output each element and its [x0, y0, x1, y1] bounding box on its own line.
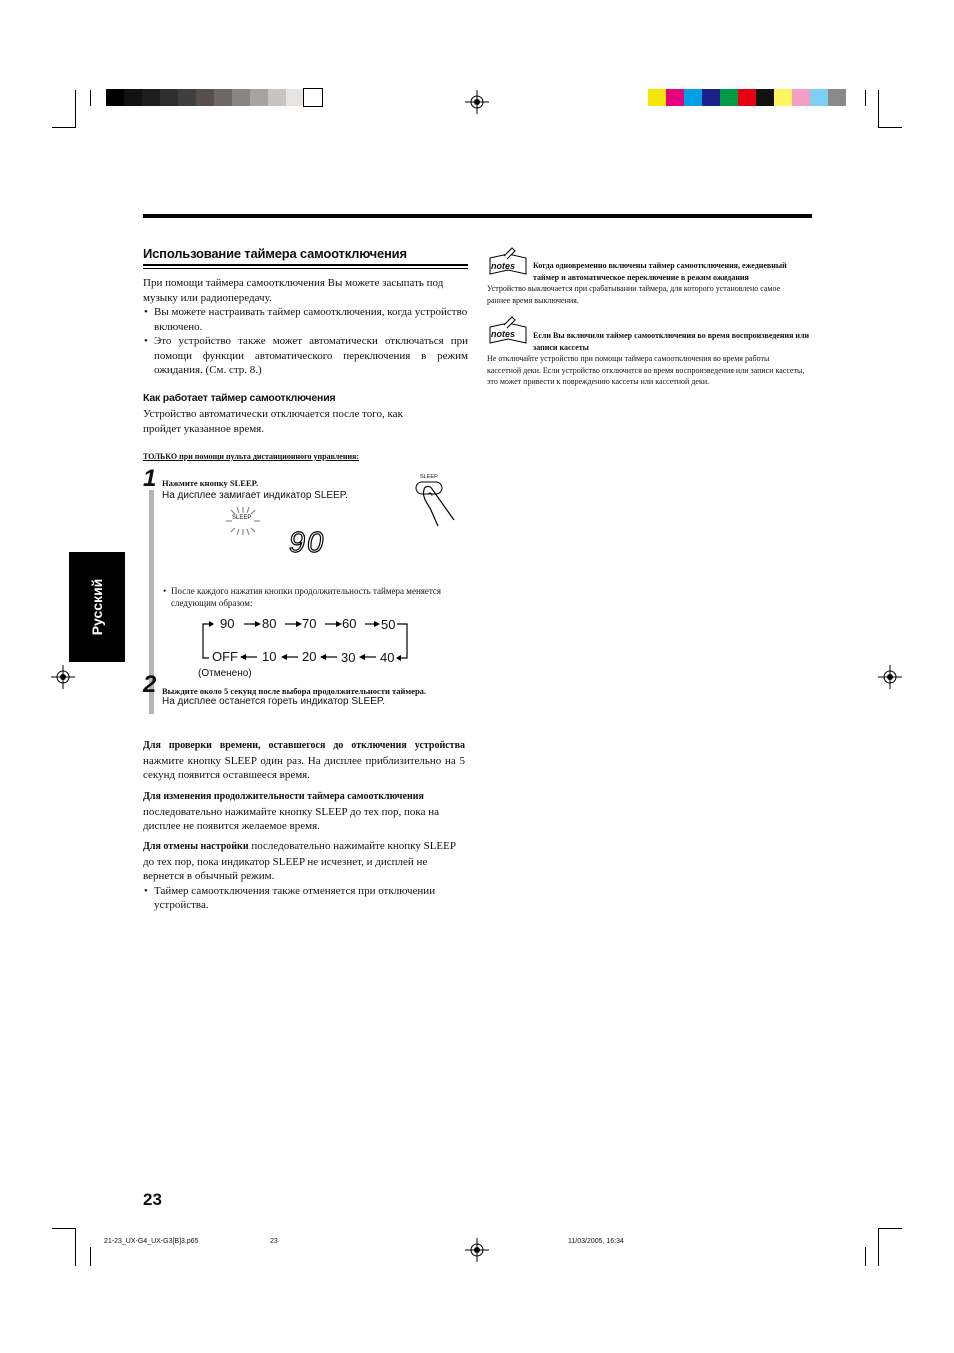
intro-bullet: • Вы можете настраивать таймер самоотключения, когда устройство включено.	[143, 305, 468, 334]
cancel-paragraph	[143, 839, 463, 913]
step-1-number: 1	[143, 465, 157, 492]
color-swatch	[810, 89, 828, 106]
color-swatch	[828, 89, 846, 106]
section-title-rule	[143, 264, 468, 266]
sequence-bottom-value: 10	[262, 649, 277, 664]
change-text: последовательно нажимайте кнопку SLEEP до тех пор, пока на дисплее не появится желаемое время.	[143, 805, 439, 832]
gray-swatch	[304, 89, 322, 106]
note-2-title: Если Вы включили таймер самоотключения во время воспроизведения или записи кассеты	[533, 331, 810, 352]
cancel-bullet: • Таймер самоотключения также отменяется при отключении устройства.	[143, 884, 463, 913]
remote-button-label: SLEEP	[420, 474, 438, 480]
gray-swatch	[232, 89, 250, 106]
gray-swatch	[286, 89, 304, 106]
sequence-cancelled-label: (Отменено)	[198, 668, 252, 679]
color-swatch	[648, 89, 666, 106]
step-1-note-text: • После каждого нажатия кнопки продолжительность таймера меняется следующим образом:	[162, 585, 457, 609]
color-swatch	[666, 89, 684, 106]
language-tab-label: Русский	[89, 578, 105, 636]
sequence-bottom-value: 40	[380, 650, 395, 665]
note-2-text: Не отключайте устройство при помощи таймера самоотключения во время работы кассетной деки. Если устройство отключится во время воспроизведения или записи кассеты, это может привести к повреждению кассеты или кассетной деки.	[487, 354, 805, 386]
language-tab	[69, 552, 125, 662]
step-1-note	[162, 585, 457, 609]
finger-press-icon[interactable]	[410, 480, 460, 528]
notes-icon-label: notes	[491, 261, 516, 271]
note-1	[487, 260, 813, 306]
gray-swatch	[160, 89, 178, 106]
sequence-top-value: 90	[220, 616, 235, 631]
color-swatch	[774, 89, 792, 106]
color-swatch	[684, 89, 702, 106]
registration-mark-left	[51, 665, 75, 689]
footer-date: 11/03/2005, 16:34	[568, 1238, 624, 1245]
intro-bullet: • Это устройство также может автоматически отключаться при помощи функции автоматического переключения в режим ожидания. (См. стр. 8.)	[143, 334, 468, 378]
sequence-top-value: 50	[381, 617, 396, 632]
color-swatch	[738, 89, 756, 106]
sequence-bottom-value: 30	[341, 650, 356, 665]
sequence-bottom-value: 20	[302, 649, 317, 664]
color-swatch	[702, 89, 720, 106]
registration-mark-bottom	[465, 1238, 489, 1262]
gray-swatch	[268, 89, 286, 106]
section-title: Использование таймера самоотключения	[143, 246, 407, 261]
header-rule	[143, 214, 812, 218]
color-swatch	[792, 89, 810, 106]
gray-swatch	[196, 89, 214, 106]
registration-mark-right	[878, 665, 902, 689]
color-swatch	[720, 89, 738, 106]
sequence-bottom-value: OFF	[212, 649, 238, 664]
note-1-title: Когда одновременно включены таймер самоотключения, ежедневный таймер и автоматическое переключение в режим ожидания	[533, 261, 787, 282]
check-lead: Для проверки времени, оставшегося до отключения устройства	[143, 740, 465, 751]
sequence-top-value: 60	[342, 616, 357, 631]
gray-swatch	[142, 89, 160, 106]
gray-swatch	[106, 89, 124, 106]
note-1-text: Устройство выключается при срабатывании таймера, для которого установлено самое раннее время выключения.	[487, 284, 781, 305]
step-1-title: Нажмите кнопку SLEEP.	[162, 478, 259, 488]
step-2-number: 2	[143, 671, 157, 698]
registration-mark-top	[465, 90, 489, 114]
gray-swatch	[214, 89, 232, 106]
change-lead: Для изменения продолжительности таймера самоотключения	[143, 791, 424, 802]
check-paragraph	[143, 738, 465, 783]
note-2	[487, 330, 813, 388]
how-heading: Как работает таймер самоотключения	[143, 392, 336, 404]
sleep-indicator-burst	[223, 505, 263, 537]
intro-block	[143, 276, 468, 378]
cancel-lead: Для отмены настройки	[143, 841, 249, 852]
gray-swatch	[250, 89, 268, 106]
notes-icon-label: notes	[491, 329, 516, 339]
intro-text: При помощи таймера самоотключения Вы можете засыпать под музыку или радиопередачу.	[143, 277, 444, 304]
remote-only-label: ТОЛЬКО при помощи пульта дистанционного управления:	[143, 452, 360, 461]
step-2-title: Выждите около 5 секунд после выбора продолжительности таймера.	[162, 686, 427, 696]
gray-swatch	[178, 89, 196, 106]
step-1-text: На дисплее замигает индикатор SLEEP.	[162, 490, 348, 501]
gray-swatch	[124, 89, 142, 106]
display-value: 90	[289, 527, 326, 559]
page-number: 23	[143, 1190, 162, 1209]
how-text: Устройство автоматически отключается после того, как пройдет указанное время.	[143, 408, 403, 435]
color-swatch	[756, 89, 774, 106]
change-paragraph	[143, 789, 448, 834]
sleep-indicator: SLEEP	[232, 515, 252, 521]
step-2-text: На дисплее останется гореть индикатор SLEEP.	[162, 696, 386, 707]
sequence-top-value: 80	[262, 616, 277, 631]
footer-file: 21-23_UX-G4_UX-G3[B]3.p65	[104, 1238, 199, 1245]
section-title-rule-thin	[143, 268, 468, 269]
check-text: нажмите кнопку SLEEP один раз. На дисплее приблизительно на 5 секунд появится оставшееся время.	[143, 754, 465, 781]
sequence-top-value: 70	[302, 616, 317, 631]
footer-page: 23	[270, 1238, 278, 1245]
cancel-text: последовательно нажимайте кнопку SLEEP до тех пор, пока индикатор SLEEP не исчезнет, и дисплей не вернется в обычный режим.	[143, 840, 456, 882]
